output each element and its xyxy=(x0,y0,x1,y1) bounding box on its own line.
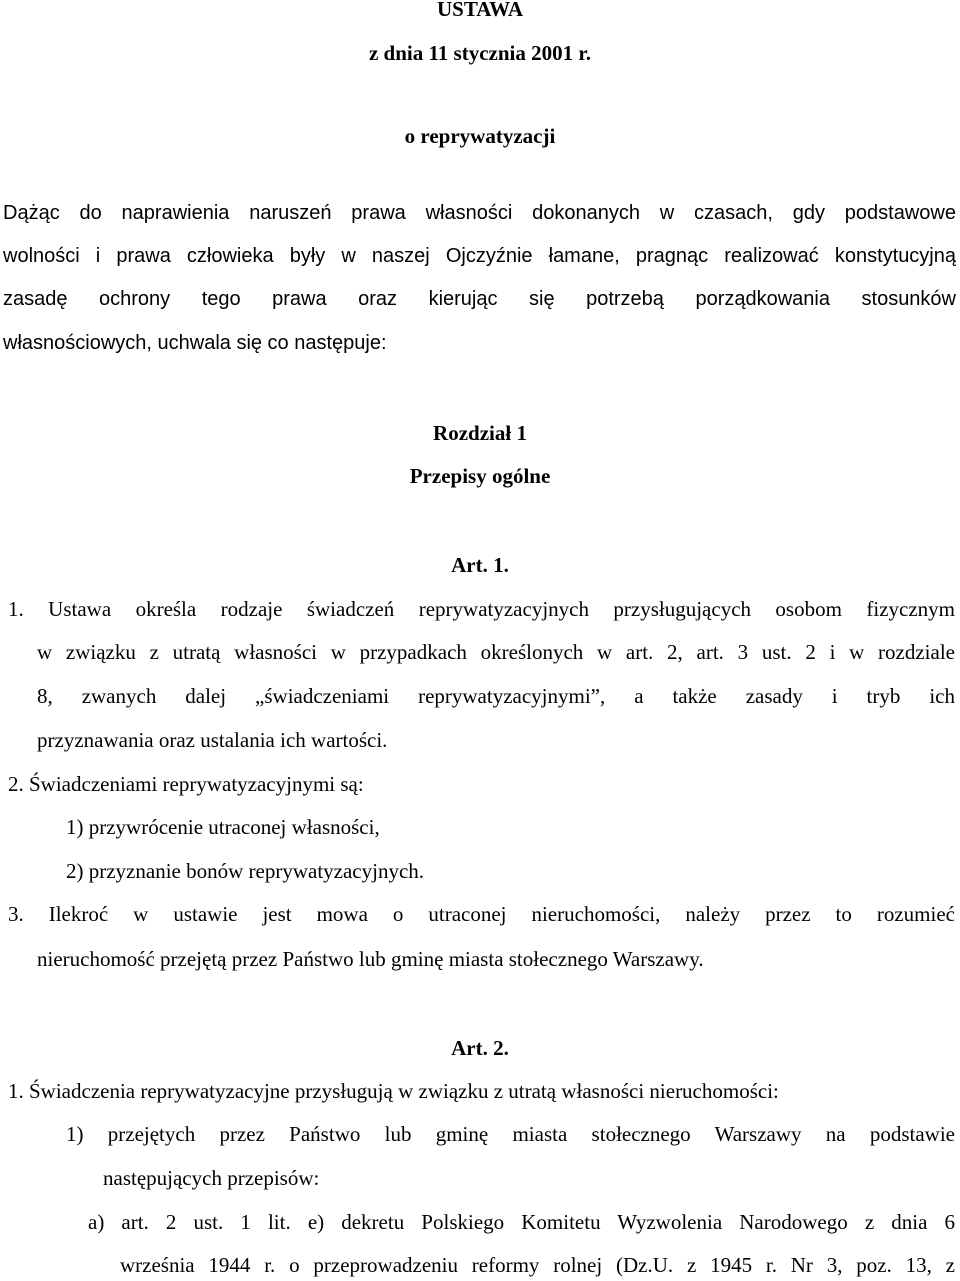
article-paragraph-line: 2. Świadczeniami reprywatyzacyjnymi są: xyxy=(8,772,364,796)
act-title: USTAWA xyxy=(437,0,523,21)
act-subject: o reprywatyzacji xyxy=(404,124,556,148)
list-item: września 1944 r. o przeprowadzeniu reformy rolnej (Dz.U. z 1945 r. Nr 3, poz. 13, z xyxy=(120,1253,955,1277)
list-item: 2) przyznanie bonów reprywatyzacyjnych. xyxy=(66,859,425,883)
article-paragraph-line: w związku z utratą własności w przypadkach określonych w art. 2, art. 3 ust. 2 i w rozdziale xyxy=(37,640,955,664)
act-date: z dnia 11 stycznia 2001 r. xyxy=(368,41,592,65)
list-item: następujących przepisów: xyxy=(103,1166,320,1190)
article-paragraph-line: 1. Ustawa określa rodzaje świadczeń reprywatyzacyjnych przysługujących osobom fizycznym xyxy=(8,597,955,621)
list-item: a) art. 2 ust. 1 lit. e) dekretu Polskiego Komitetu Wyzwolenia Narodowego z dnia 6 xyxy=(88,1210,955,1234)
preamble-line: wolności i prawa człowieka były w naszej Ojczyźnie łamane, pragnąc realizować konstytucyjną xyxy=(3,245,956,267)
article-paragraph-line: 1. Świadczenia reprywatyzacyjne przysługują w związku z utratą własności nieruchomości: xyxy=(8,1079,779,1103)
article-paragraph-line: przyznawania oraz ustalania ich wartości. xyxy=(37,728,388,752)
list-item: 1) przywrócenie utraconej własności, xyxy=(66,815,380,839)
chapter-number: Rozdział 1 xyxy=(433,421,527,445)
article-paragraph-line: 8, zwanych dalej „świadczeniami reprywatyzacyjnymi”, a także zasady i tryb ich xyxy=(37,684,955,708)
preamble-line: zasadę ochrony tego prawa oraz kierując się potrzebą porządkowania stosunków xyxy=(3,288,956,310)
article-paragraph-line: 3. Ilekroć w ustawie jest mowa o utraconej nieruchomości, należy przez to rozumieć xyxy=(8,902,955,926)
preamble-line: Dążąc do naprawienia naruszeń prawa własności dokonanych w czasach, gdy podstawowe xyxy=(3,202,956,224)
chapter-name: Przepisy ogólne xyxy=(409,464,551,488)
article-heading: Art. 1. xyxy=(451,553,509,577)
article-paragraph-line: nieruchomość przejętą przez Państwo lub gminę miasta stołecznego Warszawy. xyxy=(37,947,704,971)
preamble-line: własnościowych, uchwala się co następuje: xyxy=(3,332,387,354)
list-item: 1) przejętych przez Państwo lub gminę miasta stołecznego Warszawy na podstawie xyxy=(66,1122,955,1146)
article-heading: Art. 2. xyxy=(451,1036,509,1060)
